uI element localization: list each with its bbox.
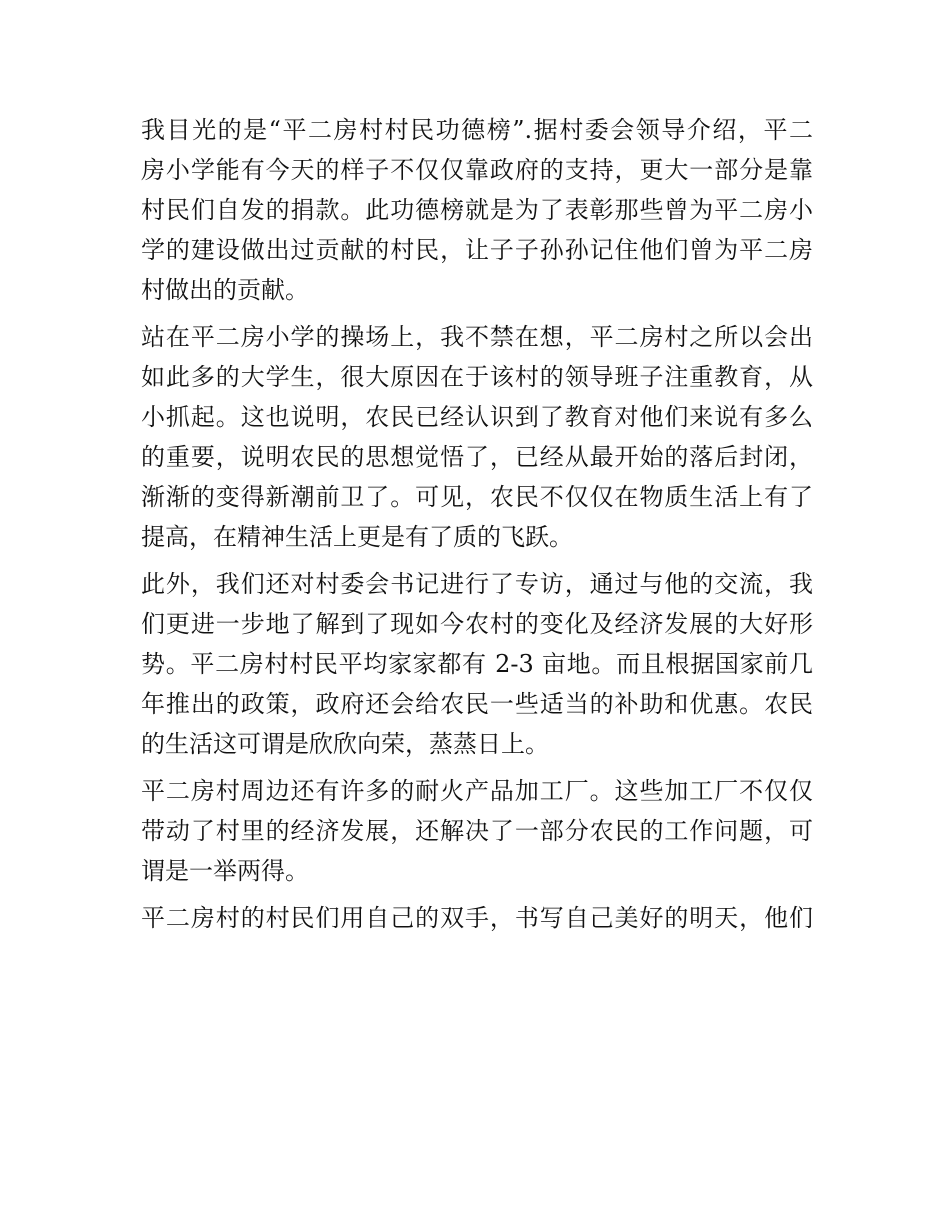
text-line: 提高，在精神生活上更是有了质的飞跃。 — [141, 523, 573, 551]
text-line: 带动了村里的经济发展，还解决了一部分农民的工作问题，可 — [141, 817, 813, 845]
text-line: 平二房村周边还有许多的耐火产品加工厂。这些加工厂不仅仅 — [141, 777, 813, 805]
text-line: 小抓起。这也说明，农民已经认识到了教育对他们来说有多么 — [141, 403, 813, 431]
paragraph-3 — [141, 564, 813, 764]
text-line: 村做出的贡献。 — [141, 276, 309, 304]
text-line: 们更进一步地了解到了现如今农村的变化及经济发展的大好形 — [141, 610, 813, 638]
text-line: 的生活这可谓是欣欣向荣，蒸蒸日上。 — [141, 730, 549, 758]
text-line: 此外，我们还对村委会书记进行了专访，通过与他的交流，我 — [141, 570, 813, 598]
text-line: 村民们自发的捐款。此功德榜就是为了表彰那些曾为平二房小 — [141, 196, 813, 224]
text-line: 学的建设做出过贡献的村民，让子子孙孙记住他们曾为平二房 — [141, 236, 813, 264]
paragraph-2 — [141, 317, 813, 557]
text-line: 的重要，说明农民的思想觉悟了，已经从最开始的落后封闭， — [141, 443, 813, 471]
paragraph-5 — [141, 898, 813, 938]
text-line: 平二房村的村民们用自己的双手，书写自己美好的明天，他们 — [141, 904, 813, 932]
text-line: 谓是一举两得。 — [141, 857, 309, 885]
text-line: 房小学能有今天的样子不仅仅靠政府的支持，更大一部分是靠 — [141, 156, 813, 184]
text-line: 如此多的大学生，很大原因在于该村的领导班子注重教育，从 — [141, 363, 813, 391]
text-line: 我目光的是“平二房村村民功德榜”.据村委会领导介绍，平二 — [141, 116, 813, 144]
paragraph-1 — [141, 110, 813, 310]
body-text — [141, 110, 813, 938]
text-line: 势。平二房村村民平均家家都有 2-3 亩地。而且根据国家前几 — [141, 650, 813, 678]
text-line: 渐渐的变得新潮前卫了。可见，农民不仅仅在物质生活上有了 — [141, 483, 813, 511]
text-line: 年推出的政策，政府还会给农民一些适当的补助和优惠。农民 — [141, 690, 813, 718]
paragraph-4 — [141, 771, 813, 891]
text-line: 站在平二房小学的操场上，我不禁在想，平二房村之所以会出 — [141, 323, 813, 351]
